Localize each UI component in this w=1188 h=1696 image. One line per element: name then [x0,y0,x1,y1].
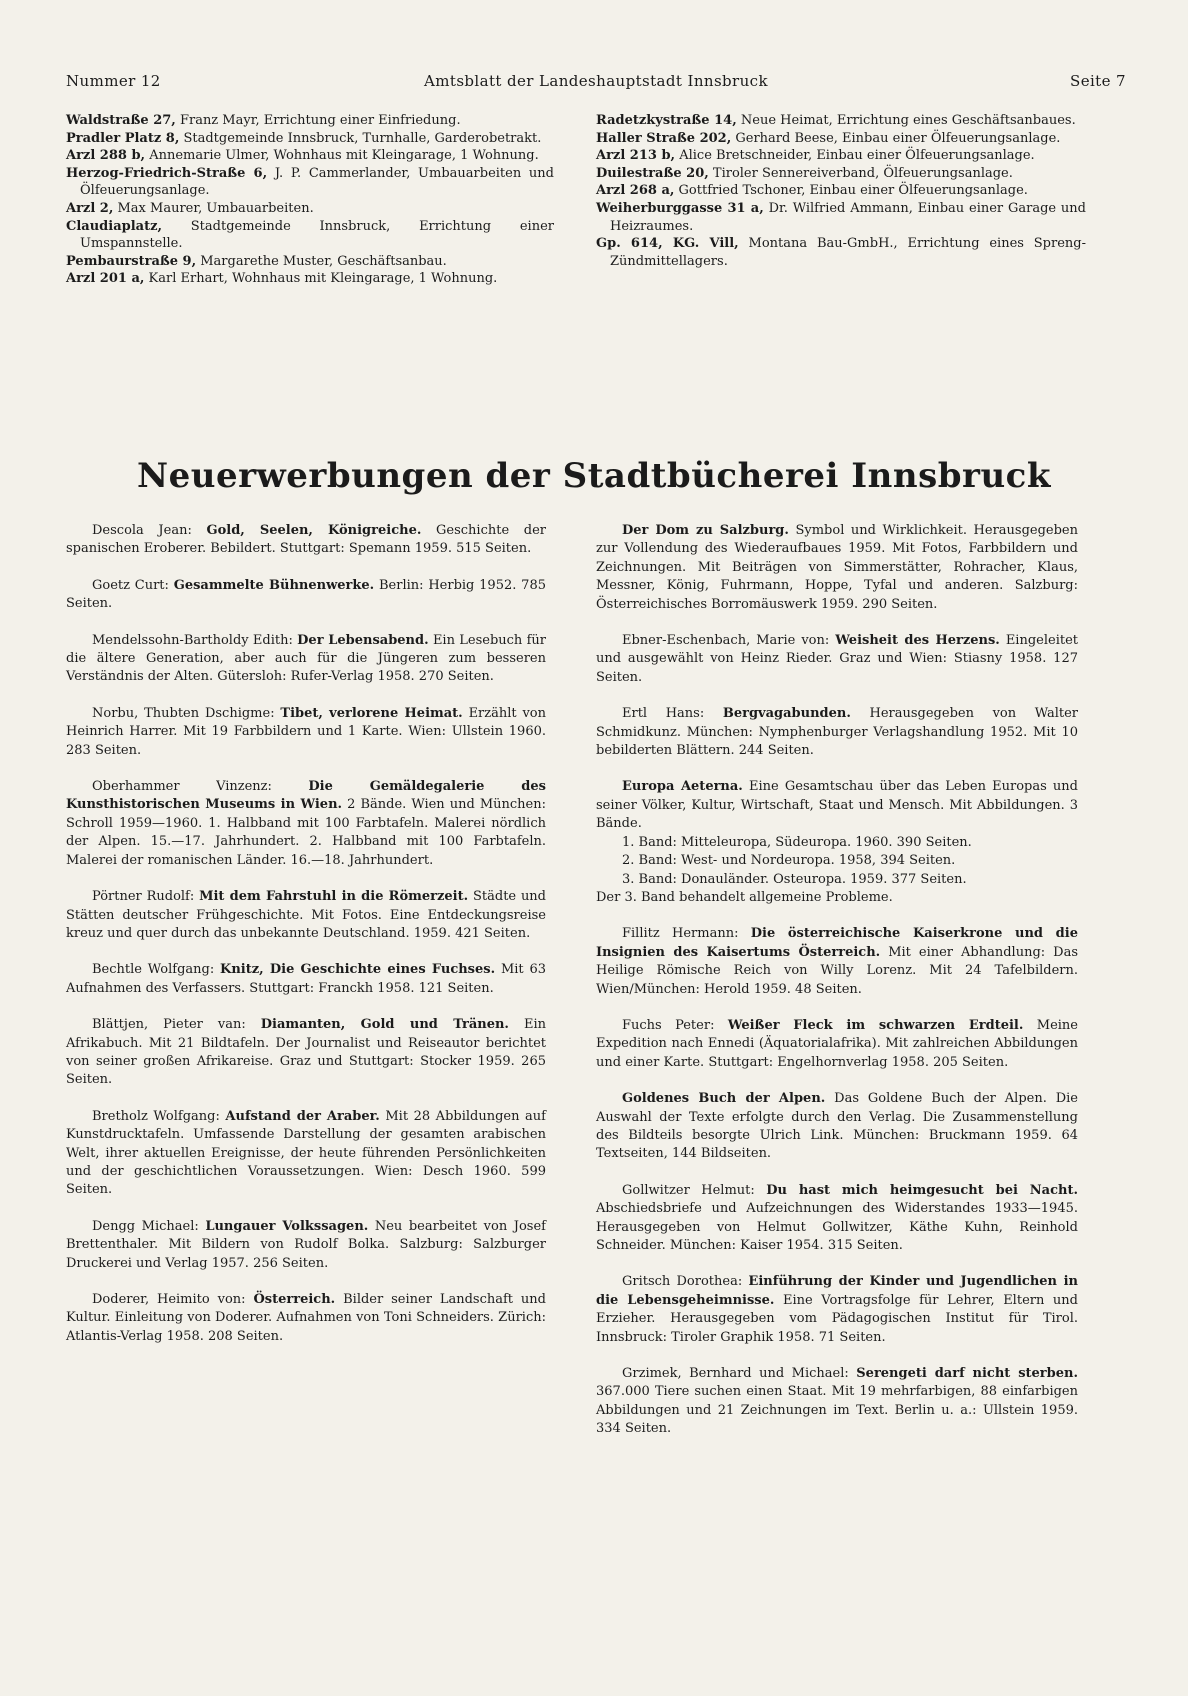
book-volume: 2. Band: West- und Nordeuropa. 1958, 394 Seiten. [622,853,956,869]
permit-entry [66,130,554,148]
book-details: Städte und Stätten deutscher Frühgeschichte. Mit Fotos. Eine Entdeckungsreise kreuz und quer durch das unbekannte Deutschland. 1959. 421 Seiten. [66,889,547,941]
book-entry [596,1182,1078,1256]
permit-text: Max Maurer, Umbauarbeiten. [117,200,314,216]
book-entry [596,1273,1078,1347]
book-details: Bilder seiner Landschaft und Kultur. Einleitung von Doderer. Aufnahmen von Toni Schneiders. Zürich: Atlantis-Verlag 1958. 208 Seiten. [66,1292,546,1344]
book-title: Mit dem Fahrstuhl in die Römerzeit. [199,889,469,905]
book-details: Mit 63 Aufnahmen des Verfassers. Stuttgart: Franckh 1958. 121 Seiten. [66,962,547,996]
publication-title: Amtsblatt der Landeshauptstadt Innsbruck [424,72,768,90]
book-volume: 1. Band: Mitteleuropa, Südeuropa. 1960. 390 Seiten. [622,834,972,850]
permit-text: Stadtgemeinde Innsbruck, Errichtung einer Umspannstelle. [80,218,554,252]
book-details: Mit einer Abhandlung: Das Heilige Römische Reich von Willy Lorenz. Mit 24 Tafelbildern. Wien/München: Herold 1959. 48 Seiten. [596,944,1078,997]
permit-street: Waldstraße 27, [66,113,176,128]
book-title: Bergvagabunden. [722,706,851,722]
permit-street: Arzl 2, [66,200,114,216]
book-entry [66,888,546,943]
permit-entry [66,253,554,271]
book-details: Eine Gesamtschau über das Leben Europas und seiner Völker, Kultur, Wirtschaft, Staat und Mensch. Mit Abbildungen. 3 Bände. [596,779,1078,832]
book-author: Descola Jean: [92,523,192,538]
book-entry [66,705,546,760]
permit-text: Karl Erhart, Wohnhaus mit Kleingarage, 1 Wohnung. [148,271,498,287]
book-author: Fillitz Hermann: [622,926,739,942]
permit-text: Gottfried Tschoner, Einbau einer Ölfeuerungsanlage. [678,183,1028,199]
book-details: Berlin: Herbig 1952. 785 Seiten. [66,577,546,612]
permit-entry [66,218,554,253]
permit-text: Alice Bretschneider, Einbau einer Ölfeuerungsanlage. [679,148,1035,164]
book-title: Die Gemäldegalerie des Kunsthistorischen Museums in Wien. [66,779,546,813]
permit-entry [66,270,554,288]
permit-entry [596,165,1086,183]
book-author: Dengg Michael: [92,1218,199,1234]
book-details: 2 Bände. Wien und München: Schroll 1959—1960. 1. Halbband mit 100 Farbtafeln. Malerei nördlich der Alpen. 15.—17. Jahrhundert. 2. Halbband mit 100 Farbtafeln. Malerei der romanischen Länder. 16.—18. Jahrhundert. [66,797,546,868]
book-details: Mit 28 Abbildungen auf Kunstdrucktafeln. Umfassende Darstellung der gesamten arabischen Welt, ihrer aktuellen Ereignisse, der heute führenden Persönlichkeiten und der geschichtlichen Voraussetzungen. Wien: Desch 1960. 599 Seiten. [66,1108,546,1198]
book-title: Österreich. [253,1292,336,1307]
permit-entry [596,235,1086,270]
book-entry [596,1090,1078,1164]
book-details: Meine Expedition nach Ennedi (Äquatorialafrika). Mit zahlreichen Abbildungen und einer Karte. Stuttgart: Engelhornverlag 1958. 205 Seiten. [596,1017,1078,1070]
book-details: Ein Lesebuch für die ältere Generation, aber auch für die Jüngeren zum besseren Verständnis der Alten. Gütersloh: Rufer-Verlag 1958. 270 Seiten. [66,632,546,685]
book-author: Ebner-Eschenbach, Marie von: [622,633,830,649]
page-number: Seite 7 [1070,72,1126,90]
permits-column-right [596,112,1086,270]
book-title: Du hast mich heimgesucht bei Nacht. [766,1182,1078,1198]
book-title: Goldenes Buch der Alpen. [622,1091,826,1107]
book-details: Herausgegeben von Walter Schmidkunz. München: Nymphenburger Verlagshandlung 1952. Mit 10 bebilderten Blättern. 244 Seiten. [596,706,1078,759]
book-entry [596,925,1078,999]
book-entry [66,632,546,687]
permit-street: Duilestraße 20, [596,165,709,181]
book-title: Diamanten, Gold und Tränen. [260,1017,509,1033]
book-entry [596,1365,1078,1439]
book-details: Eine Vortragsfolge für Lehrer, Eltern und Erzieher. Herausgegeben vom Pädagogischen Institut für Tirol. Innsbruck: Tiroler Graphik 1958. 71 Seiten. [596,1292,1078,1345]
issue-number: Nummer 12 [66,72,161,90]
book-title: Tibet, verlorene Heimat. [280,705,463,721]
book-entry [596,632,1078,687]
permit-text: Annemarie Ulmer, Wohnhaus mit Kleingarage, 1 Wohnung. [149,148,539,164]
book-author: Oberhammer Vinzenz: [92,779,272,795]
book-title: Gesammelte Bühnenwerke. [173,577,375,593]
book-author: Gritsch Dorothea: [622,1274,743,1290]
permit-entry [596,112,1086,130]
book-title: Der Lebensabend. [297,632,429,648]
book-author: Doderer, Heimito von: [92,1292,246,1307]
permit-street: Radetzkystraße 14, [596,113,737,128]
book-author: Bretholz Wolfgang: [92,1108,220,1124]
book-title: Knitz, Die Geschichte eines Fuchses. [220,962,496,978]
book-entry [66,577,546,614]
permit-entry [596,147,1086,165]
book-note: Der 3. Band behandelt allgemeine Probleme. [596,889,893,905]
permit-text: Margarethe Muster, Geschäftsanbau. [200,253,447,269]
book-title: Lungauer Volkssagen. [205,1218,369,1234]
book-title: Weisheit des Herzens. [835,633,1000,649]
book-details: Erzählt von Heinrich Harrer. Mit 19 Farbbildern und 1 Karte. Wien: Ullstein 1960. 283 Seiten. [66,705,546,758]
permit-street: Gp. 614, KG. Vill, [596,236,739,252]
book-author: Fuchs Peter: [622,1017,715,1033]
book-entry [66,522,546,559]
book-details: Abschiedsbriefe und Aufzeichnungen des Widerstandes 1933—1945. Herausgegeben von Helmut Gollwitzer, Käthe Kuhn, Reinhold Schneider. München: Kaiser 1954. 315 Seiten. [596,1201,1078,1253]
permit-text: Stadtgemeinde Innsbruck, Turnhalle, Garderobetrakt. [183,130,542,146]
books-column-right [596,522,1078,1457]
book-title: Der Dom zu Salzburg. [622,523,789,538]
permit-street: Claudiaplatz, [66,218,162,234]
book-entry [596,1017,1078,1072]
book-details: Geschichte der spanischen Eroberer. Bebildert. Stuttgart: Spemann 1959. 515 Seiten. [66,523,547,557]
permit-text: Neue Heimat, Errichtung eines Geschäftsanbaues. [740,113,1076,128]
book-title: Weißer Fleck im schwarzen Erdteil. [727,1017,1024,1033]
permit-street: Arzl 201 a, [66,271,145,287]
permit-street: Arzl 213 b, [596,148,676,164]
book-details: 367.000 Tiere suchen einen Staat. Mit 19 mehrfarbigen, 88 einfarbigen Abbildungen und 21 Zeichnungen im Text. Berlin u. a.: Ullstein 1959. 334 Seiten. [596,1384,1078,1437]
permit-entry [66,112,554,130]
book-author: Goetz Curt: [92,577,169,593]
book-entry [596,522,1078,614]
permit-street: Pembaurstraße 9, [66,253,197,269]
permit-entry [66,165,554,200]
permit-text: Franz Mayr, Errichtung einer Einfriedung. [179,113,461,128]
book-author: Grzimek, Bernhard und Michael: [622,1366,849,1382]
book-title: Die österreichische Kaiserkrone und die Insignien des Kaisertums Österreich. [596,926,1078,960]
permit-street: Pradler Platz 8, [66,130,180,146]
book-entry [66,778,546,870]
book-title: Einführung der Kinder und Jugendlichen in die Lebensgeheimnisse. [596,1274,1078,1308]
book-entry [66,1291,546,1346]
book-details: Ein Afrikabuch. Mit 21 Bildtafeln. Der Journalist und Reiseautor berichtet von seiner großen Afrikareise. Graz und Stuttgart: Stocker 1959. 265 Seiten. [66,1017,547,1088]
book-entry [596,705,1078,760]
book-title: Aufstand der Araber. [225,1108,380,1124]
book-entry [66,1016,546,1090]
book-title: Serengeti darf nicht sterben. [856,1366,1078,1382]
section-title: Neuerwerbungen der Stadtbücherei Innsbruck [137,456,1051,496]
permit-street: Haller Straße 202, [596,130,732,146]
book-details: Symbol und Wirklichkeit. Herausgegeben zur Vollendung des Wiederaufbaues 1959. Mit Fotos, Farbbildern und Zeichnungen. Mit Beiträgen von Simmerstätter, Rohracher, Klaus, Messner, König, Fuhrmann, Hoppe, Tyfal und anderen. Salzburg: Österreichisches Borromäuswerk 1959. 290 Seiten. [596,523,1078,612]
permit-entry [596,182,1086,200]
permit-street: Arzl 288 b, [66,148,146,164]
book-author: Ertl Hans: [622,706,705,722]
book-author: Gollwitzer Helmut: [622,1182,755,1198]
permit-entry [596,200,1086,235]
book-title: Gold, Seelen, Königreiche. [206,523,422,538]
permit-text: Dr. Wilfried Ammann, Einbau einer Garage und Heizraumes. [610,200,1086,234]
book-author: Bechtle Wolfgang: [92,962,215,978]
book-entry [66,1218,546,1273]
book-entry [596,778,1078,907]
book-volume: 3. Band: Donauländer. Osteuropa. 1959. 377 Seiten. [622,871,967,887]
book-author: Pörtner Rudolf: [92,889,195,905]
book-author: Mendelssohn-Bartholdy Edith: [92,632,293,648]
permit-entry [66,200,554,218]
book-details: Neu bearbeitet von Josef Brettenthaler. Mit Bildern von Rudolf Bolka. Salzburg: Salzburger Druckerei und Verlag 1957. 256 Seiten. [66,1218,546,1271]
book-entry [66,1108,546,1200]
book-details: Das Goldene Buch der Alpen. Die Auswahl der Texte erfolgte durch den Verlag. Die Zusammenstellung des Bildteils besorgte Ulrich Link. München: Bruckmann 1959. 64 Textseiten, 144 Bildseiten. [596,1091,1078,1162]
permit-text: Tiroler Sennereiverband, Ölfeuerungsanlage. [712,165,1013,181]
book-details: Eingeleitet und ausgewählt von Heinz Rieder. Graz und Wien: Stiasny 1958. 127 Seiten. [596,633,1078,685]
permit-text: Montana Bau-GmbH., Errichtung eines Spreng-Zündmittellagers. [610,236,1086,269]
book-entry [66,961,546,998]
permit-street: Arzl 268 a, [596,183,675,199]
permit-entry [66,147,554,165]
permits-column-left [66,112,554,288]
permit-street: Herzog-Friedrich-Straße 6, [66,165,268,181]
book-author: Blättjen, Pieter van: [92,1017,246,1033]
books-column-left [66,522,546,1364]
permit-text: J. P. Cammerlander, Umbauarbeiten und Ölfeuerungsanlage. [80,165,554,199]
permit-text: Gerhard Beese, Einbau einer Ölfeuerungsanlage. [735,130,1061,146]
permit-entry [596,130,1086,148]
book-title: Europa Aeterna. [622,779,743,795]
permit-street: Weiherburggasse 31 a, [596,200,764,216]
book-author: Norbu, Thubten Dschigme: [92,705,275,721]
